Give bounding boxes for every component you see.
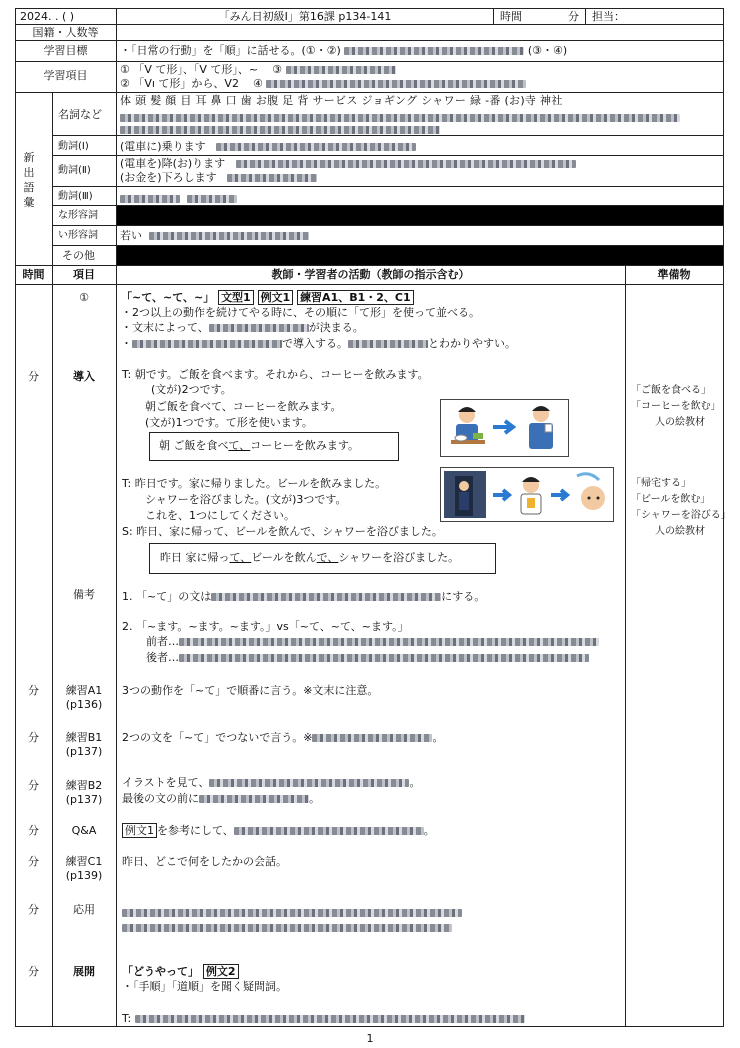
time-min: 分 [28, 779, 39, 792]
item-c1: 練習C1 [65, 855, 103, 868]
dev-line-1: ・「手順」「道順」を聞く疑問詞。 [122, 980, 287, 993]
prep-7: 人の絵教材 [655, 526, 705, 537]
teacher-line-6: シャワーを浴びました。(文が)3つです。 [145, 493, 347, 506]
teacher-line-4: (文が)1つです。て形を使います。 [145, 416, 313, 429]
example-box-2-text: 昨日 家に帰って、ビールを飲んで、シャワーを浴びました。 [160, 551, 460, 564]
topic-2: 「どうやって」 例文2 [122, 965, 239, 978]
item-intro: 導入 [73, 370, 95, 383]
time-label: 時間 [500, 10, 522, 23]
tanto-label: 担当： [592, 10, 625, 23]
student-line-1: S: 昨日、家に帰って、ビールを飲んで、シャワーを浴びました。 [122, 525, 443, 538]
illustration-home-beer-shower [440, 467, 614, 522]
prep-4: 「帰宅する」 [631, 478, 691, 489]
content-line-1: ・2つ以上の動作を続けてやる時に、その順に「て形」を使って並べる。 [121, 306, 480, 319]
item-num-1: ① [79, 291, 89, 304]
teacher-line-3: 朝ご飯を食べて、コーヒーを飲みます。 [145, 400, 342, 413]
na-adjective-label: な形容詞 [58, 210, 98, 221]
remark-line-1: 1. 「~て」の文は にする。 [122, 590, 486, 603]
col-activity: 教師・学習者の活動（教師の指示含む） [271, 268, 470, 281]
items-line-1: ① 「V て形」、「V て形」、~ ③ [120, 63, 396, 76]
page-number: 1 [366, 1032, 374, 1045]
item-app: 応用 [73, 903, 95, 916]
remark-line-4: 後者… [146, 651, 589, 664]
a1-text: 3つの動作を「~て」で順番に言う。※文末に注意。 [122, 684, 379, 697]
items-line-2: ② 「Vı て形」から、V2 ④ [120, 77, 526, 90]
col-item: 項目 [73, 268, 95, 281]
objective-text: ・「日常の行動」を「順」に話せる。(①・②) (③・④) [120, 44, 568, 57]
teacher-line-2: (文が)2つです。 [151, 383, 232, 396]
time-min: 分 [28, 965, 39, 978]
noun-label: 名詞など [58, 108, 102, 121]
lesson-title: 「みん日初級Ⅰ」第16課 p134-141 [218, 10, 392, 23]
lesson-date: 2024. . ( ) [20, 10, 75, 23]
item-b2-page: (p137) [65, 793, 103, 806]
prep-5: 「ビールを飲む」 [631, 494, 711, 505]
topic-1: 「~て、~て、~」 文型1 例文1 練習A1、B1・2、C1 [121, 291, 414, 304]
content-line-2: ・文末によって、 が決まる。 [121, 321, 364, 334]
time-min: 分 [28, 903, 39, 916]
teacher-line-7: これを、1つにしてください。 [145, 509, 295, 522]
verb3-label: 動詞(Ⅲ) [58, 191, 93, 202]
col-time: 時間 [22, 268, 45, 281]
vocab-section-label: 新出語彙 [23, 151, 35, 209]
illustration-breakfast-coffee [440, 399, 569, 457]
item-qa: Q&A [71, 824, 97, 837]
time-min: 分 [28, 684, 39, 697]
other-redacted [117, 246, 723, 265]
na-adjective-redacted [117, 206, 723, 225]
item-c1-page: (p139) [65, 869, 103, 882]
b2-text: イラストを見て、 。 [122, 776, 421, 789]
col-prep: 準備物 [657, 268, 691, 281]
i-adjective-label: い形容詞 [58, 230, 98, 241]
time-min: 分 [28, 370, 39, 383]
dev-teacher: T: [122, 1012, 525, 1025]
noun-words-blurred-2 [120, 123, 440, 136]
item-remarks: 備考 [73, 588, 95, 601]
objective-label: 学習目標 [43, 44, 88, 57]
item-a1: 練習A1 [65, 684, 103, 697]
nationality-label: 国籍・人数等 [32, 26, 99, 39]
prep-1: 「ご飯を食べる」 [631, 385, 711, 396]
verb2-line-1: (電車を)降(お)ります [120, 157, 576, 170]
teacher-line-5: T: 昨日です。家に帰りました。ビールを飲みました。 [122, 477, 387, 490]
qa-text: 例文1 を参考にして、 。 [122, 824, 435, 837]
prep-3: 人の絵教材 [655, 417, 705, 428]
prep-2: 「コーヒーを飲む」 [631, 401, 721, 412]
items-label: 学習項目 [43, 69, 88, 82]
minutes-label: 分 [568, 10, 579, 23]
i-adjective-text: 若い [120, 229, 309, 242]
b1-text: 2つの文を「~て」でつないで言う。※ 。 [122, 731, 444, 744]
item-dev: 展開 [73, 965, 95, 978]
other-label: その他 [62, 249, 95, 262]
item-a1-page: (p136) [65, 698, 103, 711]
noun-words: 体 頭 髪 顔 目 耳 鼻 口 歯 お腹 足 背 サービス ジョギング シャワー 緑 -番 (お)寺 神社 [120, 94, 563, 107]
b2-text-2: 最後の文の前に 。 [122, 792, 320, 805]
prep-6: 「シャワーを浴びる」 [631, 510, 731, 521]
time-min: 分 [28, 855, 39, 868]
c1-text: 昨日、どこで何をしたかの会話。 [122, 855, 287, 868]
app-blurred-2 [122, 921, 452, 934]
time-min: 分 [28, 731, 39, 744]
teacher-line-1: T: 朝です。ご飯を食べます。それから、コーヒーを飲みます。 [122, 368, 429, 381]
item-b1-page: (p137) [65, 745, 103, 758]
app-blurred-1 [122, 906, 462, 919]
content-line-3: ・ で導入する。 とわかりやすい。 [121, 337, 516, 350]
remark-line-2: 2. 「~ます。~ます。~ます。」vs「~て、~て、~ます。」 [122, 620, 409, 633]
verb1-label: 動詞(Ⅰ) [58, 141, 89, 152]
example-box-1-text: 朝 ご飯を食べて、コーヒーを飲みます。 [159, 439, 359, 452]
verb3-blurred [120, 192, 237, 205]
remark-line-3: 前者… [146, 635, 599, 648]
verb2-line-2: (お金を)下ろします [120, 171, 317, 184]
item-b2: 練習B2 [65, 779, 103, 792]
item-b1: 練習B1 [65, 731, 103, 744]
time-min: 分 [28, 824, 39, 837]
verb2-label: 動詞(Ⅱ) [58, 165, 91, 176]
verb1-text: (電車に)乗ります [120, 140, 416, 153]
